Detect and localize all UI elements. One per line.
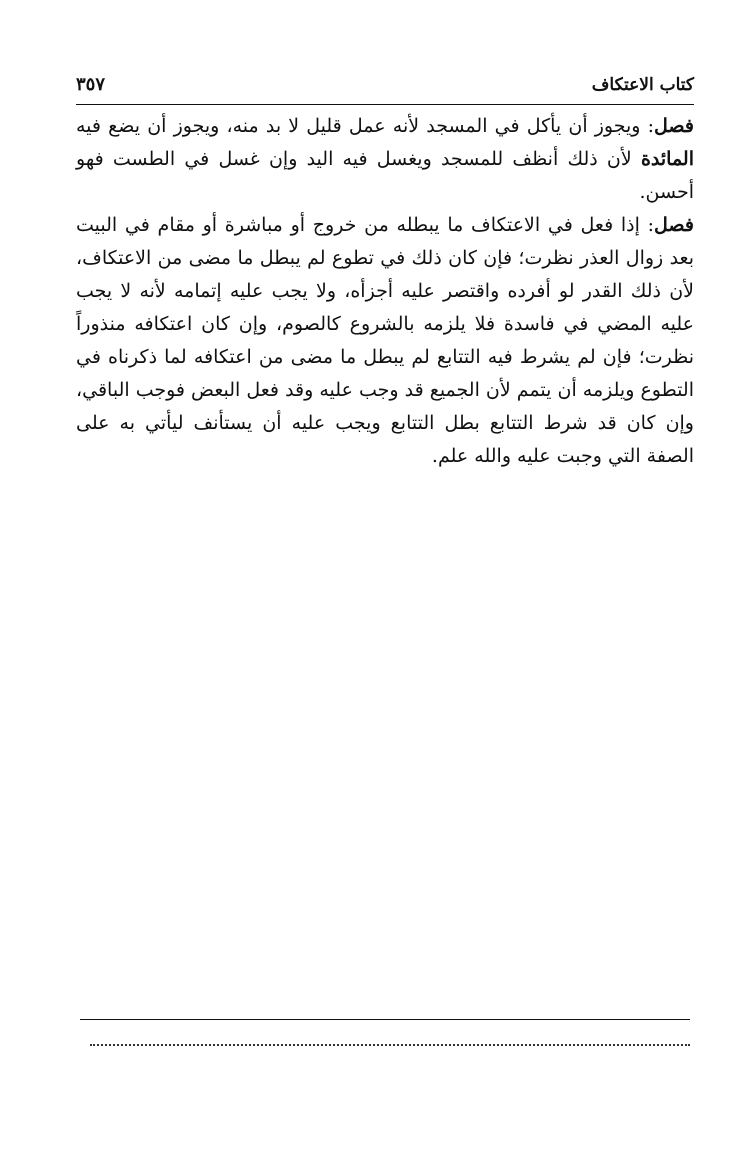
header-rule: [76, 104, 694, 105]
chapter-title: كتاب الاعتكاف: [591, 75, 694, 95]
main-text: [76, 110, 694, 473]
paragraph-text: : ويجوز أن يأكل في المسجد لأنه عمل قليل لا بد منه، ويجوز أن يضع فيه: [76, 115, 655, 137]
page-number: ٣٥٧: [76, 74, 106, 95]
footnote-rule: [80, 1019, 690, 1020]
section-label: فصل: [654, 115, 694, 137]
section-label: فصل: [654, 214, 694, 236]
running-header: [76, 70, 694, 100]
paragraph-1: [76, 110, 694, 209]
paragraph-text: : إذا فعل في الاعتكاف ما يبطله من خروج أو مباشرة أو مقام في البيت بعد زوال العذر نظرت؛ فإن كان ذلك في تطوع لم يبطل ما مضى من الاعتكاف، لأن ذلك القدر لو أفرده واقتصر عليه أجزأه، ولا يجب عليه إتمامه لأنه لا يجب عليه المضي في فاسدة فلا يلزمه بالشروع كالصوم، وإن كان اعتكافه منذوراً نظرت؛ فإن لم يشرط فيه التتابع لم يبطل ما مضى من اعتكافه لما ذكرناه في التطوع ويلزمه أن يتمم لأن الجميع قد وجب عليه وقد فعل البعض فوجب الباقي، وإن كان قد شرط التتابع بطل التتابع ويجب عليه أن يستأنف ليأتي به على الصفة التي وجبت عليه والله علم.: [76, 214, 694, 467]
bold-term: المائدة: [640, 148, 694, 170]
footnote-dotted-line: [90, 1044, 690, 1046]
paragraph-2: [76, 209, 694, 473]
paragraph-text-continued: لأن ذلك أنظف للمسجد ويغسل فيه اليد وإن غسل في الطست فهو أحسن.: [76, 148, 694, 203]
